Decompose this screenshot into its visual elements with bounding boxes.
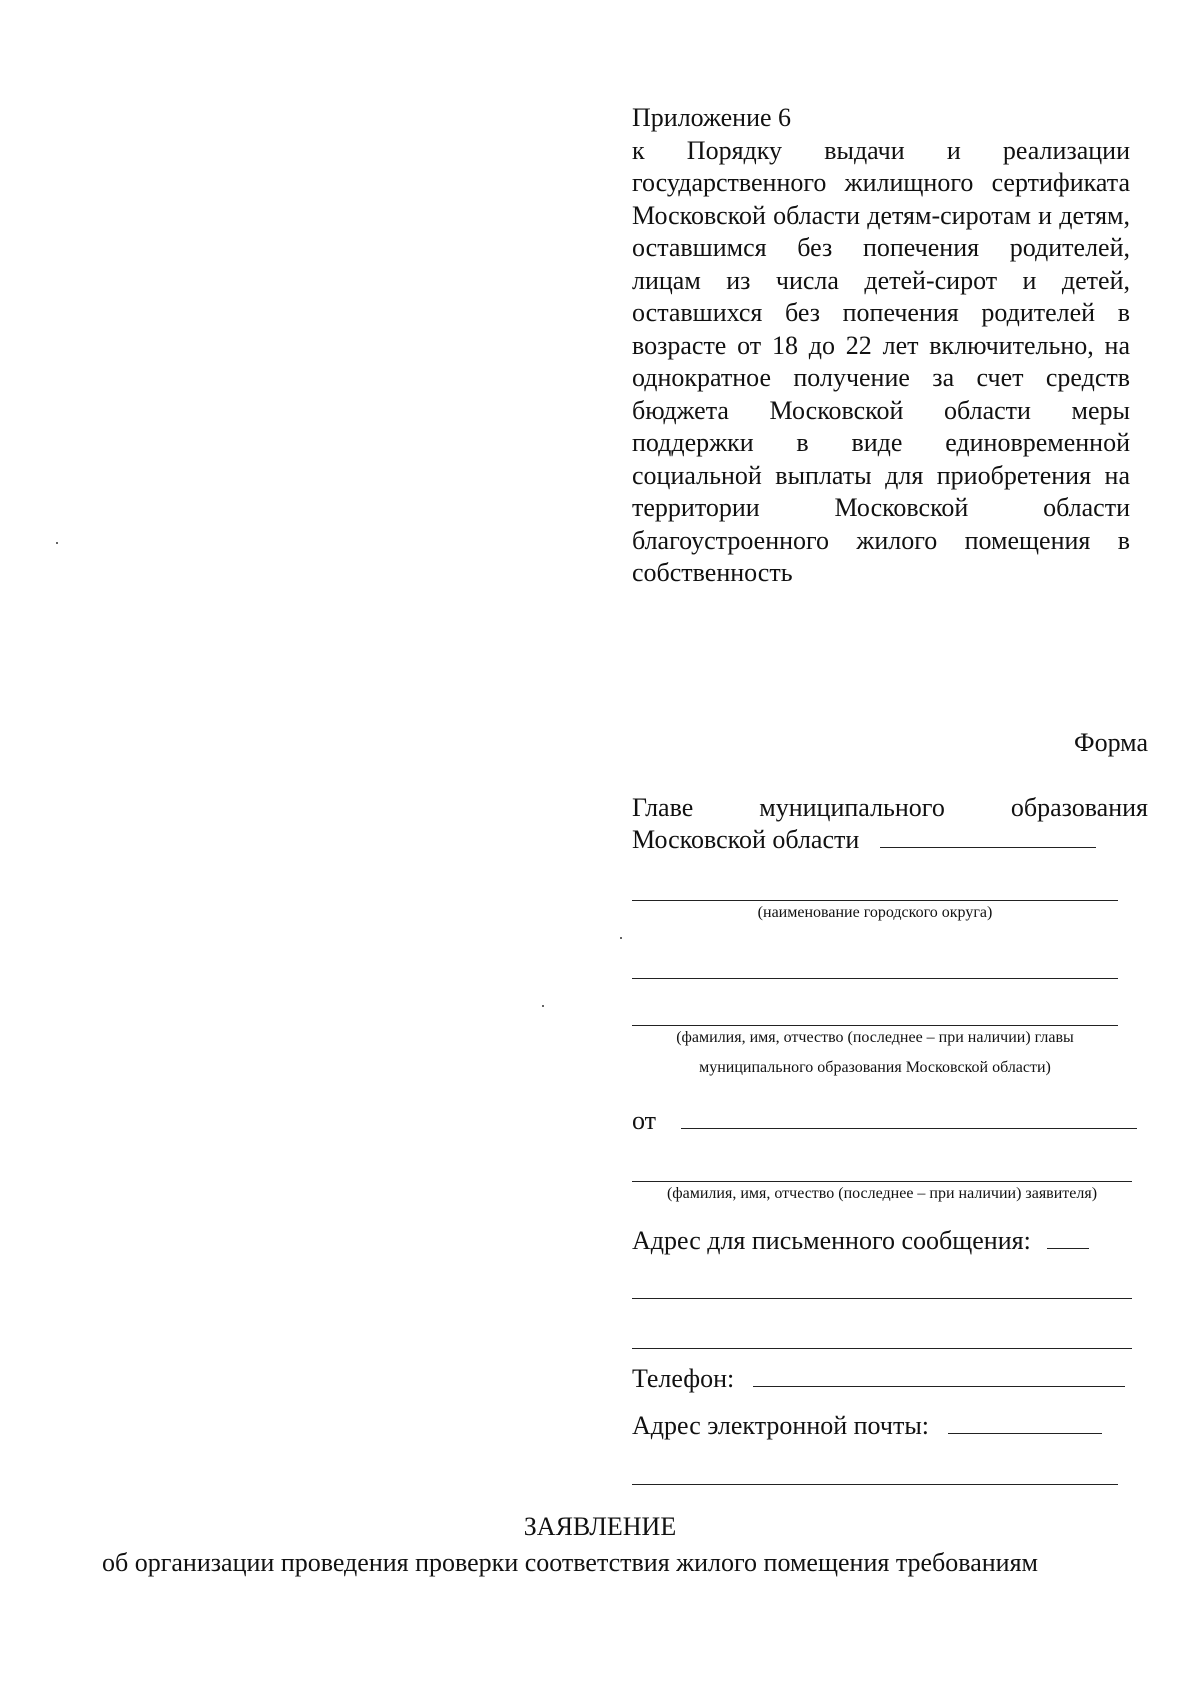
phone-field[interactable] (753, 1364, 1125, 1387)
statement-subtitle: об организации проведения проверки соответствия жилого помещения требованиям (102, 1548, 1038, 1577)
head-name-line-1[interactable] (632, 978, 1118, 979)
head-caption-2: муниципального образования Московской области) (699, 1059, 1051, 1076)
address-line-1[interactable] (632, 1298, 1132, 1299)
email-line-2[interactable] (632, 1484, 1118, 1485)
applicant-caption: (фамилия, имя, отчество (последнее – при наличии) заявителя) (666, 1185, 1098, 1202)
okrug-name-line[interactable] (632, 900, 1118, 901)
addressee-line-2: Московской области (632, 825, 860, 854)
scan-speck (542, 1005, 544, 1007)
annex-heading: Приложение 6 (632, 103, 792, 132)
statement-title: ЗАЯВЛЕНИЕ (523, 1512, 677, 1541)
addressee-line-2-row (632, 824, 1148, 856)
form-label: Форма (1074, 728, 1148, 757)
annex-body: к Порядку выдачи и реализации государственного жилищного сертификата Московской области детям-сиротам и детям, оставшимся без попечения родителей, лицам из числа детей-сирот и детей, оставшихся без попечения родителей в возрасте от 18 до 22 лет включительно, на однократное получение за счет средств бюджета Московской области меры поддержки в виде единовременной социальной выплаты для приобретения на территории Московской области благоустроенного жилого помещения в собственность (632, 135, 1130, 587)
from-field[interactable] (681, 1106, 1137, 1129)
scan-speck (56, 542, 58, 544)
addressee-line-1: Главе муниципального образования (632, 793, 1148, 822)
email-label: Адрес электронной почты: (632, 1411, 930, 1440)
region-blank-field[interactable] (880, 825, 1096, 848)
scan-speck (620, 937, 622, 939)
email-row (632, 1411, 1102, 1441)
head-name-line-2[interactable] (632, 1025, 1118, 1026)
address-line-2[interactable] (632, 1348, 1132, 1349)
annex-block (632, 102, 1130, 590)
from-row (632, 1106, 1137, 1136)
from-label: от (632, 1106, 657, 1135)
addressee-block (632, 792, 1148, 856)
head-caption-1: (фамилия, имя, отчество (последнее – при наличии) главы (676, 1029, 1074, 1046)
okrug-caption: (наименование городского округа) (757, 904, 993, 921)
phone-label: Телефон: (632, 1364, 735, 1393)
phone-row (632, 1364, 1125, 1394)
address-row (632, 1226, 1089, 1256)
applicant-name-line[interactable] (632, 1181, 1132, 1182)
address-field-start[interactable] (1047, 1226, 1089, 1249)
email-field[interactable] (948, 1411, 1102, 1434)
address-label: Адрес для письменного сообщения: (632, 1226, 1031, 1255)
